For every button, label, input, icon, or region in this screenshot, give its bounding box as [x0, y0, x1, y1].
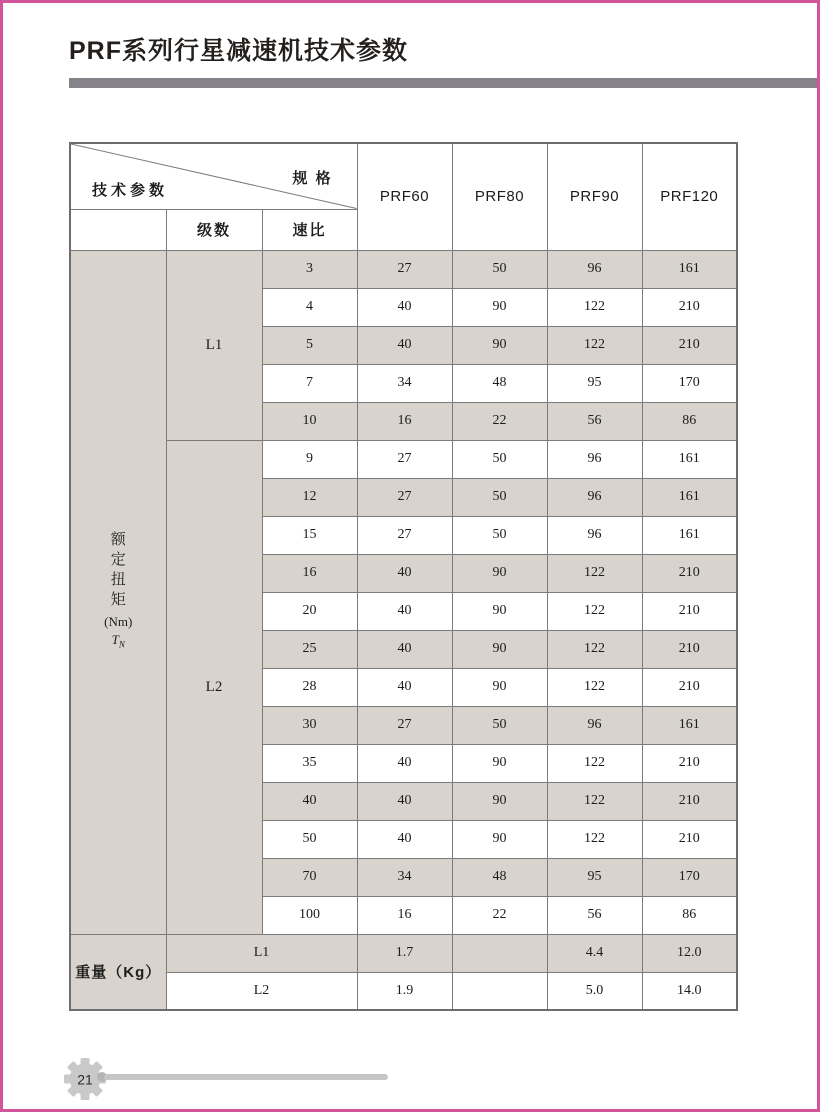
- stage-cell-l1: L1: [166, 250, 262, 440]
- value-cell-prf80: 90: [452, 554, 547, 592]
- value-cell-prf60: 34: [357, 858, 452, 896]
- value-cell-prf60: 40: [357, 554, 452, 592]
- spec-table: [69, 142, 738, 1011]
- weight-value-cell-prf90: 5.0: [547, 972, 642, 1010]
- value-cell-prf90: 122: [547, 668, 642, 706]
- ratio-cell: 25: [262, 630, 357, 668]
- ratio-cell: 15: [262, 516, 357, 554]
- value-cell-prf120: 161: [642, 516, 737, 554]
- weight-value-cell-prf60: 1.7: [357, 934, 452, 972]
- column-header-prf90: PRF90: [547, 143, 642, 250]
- torque-row-l2-9: [70, 440, 737, 478]
- ratio-cell: 3: [262, 250, 357, 288]
- title-underline-bar: [69, 78, 817, 88]
- value-cell-prf90: 96: [547, 440, 642, 478]
- weight-value-cell-prf90: 4.4: [547, 934, 642, 972]
- value-cell-prf80: 50: [452, 516, 547, 554]
- ratio-cell: 5: [262, 326, 357, 364]
- value-cell-prf80: 90: [452, 630, 547, 668]
- value-cell-prf90: 56: [547, 402, 642, 440]
- weight-row-l2: [70, 972, 737, 1010]
- ratio-cell: 35: [262, 744, 357, 782]
- value-cell-prf60: 27: [357, 440, 452, 478]
- value-cell-prf80: 90: [452, 744, 547, 782]
- table-header-row-1: [70, 143, 737, 209]
- value-cell-prf90: 122: [547, 744, 642, 782]
- ratio-cell: 20: [262, 592, 357, 630]
- weight-value-cell-prf80: [452, 972, 547, 1010]
- column-header-prf120: PRF120: [642, 143, 737, 250]
- value-cell-prf90: 96: [547, 478, 642, 516]
- value-cell-prf80: 50: [452, 706, 547, 744]
- value-cell-prf60: 40: [357, 326, 452, 364]
- value-cell-prf80: 90: [452, 592, 547, 630]
- value-cell-prf90: 95: [547, 364, 642, 402]
- torque-row-l1-3: [70, 250, 737, 288]
- stage-column-header: 级数: [166, 209, 262, 250]
- value-cell-prf80: 90: [452, 820, 547, 858]
- value-cell-prf120: 161: [642, 440, 737, 478]
- page-title: PRF系列行星减速机技术参数: [69, 37, 409, 65]
- weight-value-cell-prf80: [452, 934, 547, 972]
- page-number: 21: [77, 1071, 93, 1088]
- value-cell-prf90: 122: [547, 288, 642, 326]
- value-cell-prf120: 210: [642, 554, 737, 592]
- value-cell-prf60: 40: [357, 630, 452, 668]
- value-cell-prf80: 90: [452, 288, 547, 326]
- value-cell-prf60: 16: [357, 896, 452, 934]
- value-cell-prf90: 122: [547, 630, 642, 668]
- weight-row-l1: [70, 934, 737, 972]
- value-cell-prf90: 96: [547, 516, 642, 554]
- value-cell-prf120: 210: [642, 820, 737, 858]
- value-cell-prf120: 86: [642, 896, 737, 934]
- corner-cell: [70, 143, 357, 209]
- value-cell-prf60: 27: [357, 516, 452, 554]
- value-cell-prf80: 22: [452, 896, 547, 934]
- value-cell-prf120: 161: [642, 478, 737, 516]
- value-cell-prf120: 170: [642, 364, 737, 402]
- value-cell-prf60: 40: [357, 288, 452, 326]
- value-cell-prf120: 210: [642, 782, 737, 820]
- value-cell-prf60: 40: [357, 782, 452, 820]
- value-cell-prf120: 210: [642, 630, 737, 668]
- value-cell-prf120: 210: [642, 592, 737, 630]
- value-cell-prf60: 40: [357, 592, 452, 630]
- value-cell-prf60: 34: [357, 364, 452, 402]
- value-cell-prf90: 122: [547, 326, 642, 364]
- value-cell-prf120: 210: [642, 668, 737, 706]
- value-cell-prf60: 16: [357, 402, 452, 440]
- ratio-cell: 100: [262, 896, 357, 934]
- value-cell-prf120: 86: [642, 402, 737, 440]
- value-cell-prf60: 27: [357, 478, 452, 516]
- value-cell-prf90: 96: [547, 706, 642, 744]
- weight-value-cell-prf120: 12.0: [642, 934, 737, 972]
- value-cell-prf80: 90: [452, 782, 547, 820]
- column-header-prf60: PRF60: [357, 143, 452, 250]
- weight-stage-cell-l2: L2: [166, 972, 357, 1010]
- value-cell-prf120: 170: [642, 858, 737, 896]
- torque-row-group-label: 额 定 扭 矩 (Nm) $T_N$: [70, 250, 166, 934]
- corner-param-label: 技术参数: [92, 181, 169, 199]
- ratio-cell: 30: [262, 706, 357, 744]
- corner-spec-label: 规 格: [292, 170, 333, 187]
- ratio-cell: 70: [262, 858, 357, 896]
- ratio-cell: 40: [262, 782, 357, 820]
- value-cell-prf60: 40: [357, 744, 452, 782]
- value-cell-prf80: 50: [452, 440, 547, 478]
- value-cell-prf80: 90: [452, 668, 547, 706]
- value-cell-prf60: 27: [357, 250, 452, 288]
- value-cell-prf120: 161: [642, 706, 737, 744]
- ratio-cell: 4: [262, 288, 357, 326]
- weight-stage-cell-l1: L1: [166, 934, 357, 972]
- value-cell-prf80: 22: [452, 402, 547, 440]
- value-cell-prf120: 161: [642, 250, 737, 288]
- stage-cell-l2: L2: [166, 440, 262, 934]
- weight-value-cell-prf60: 1.9: [357, 972, 452, 1010]
- value-cell-prf90: 122: [547, 592, 642, 630]
- value-cell-prf80: 48: [452, 364, 547, 402]
- value-cell-prf90: 95: [547, 858, 642, 896]
- value-cell-prf80: 50: [452, 250, 547, 288]
- ratio-cell: 10: [262, 402, 357, 440]
- value-cell-prf120: 210: [642, 744, 737, 782]
- weight-row-group-label: 重量（Kg）: [70, 934, 166, 1010]
- value-cell-prf90: 96: [547, 250, 642, 288]
- value-cell-prf90: 122: [547, 782, 642, 820]
- ratio-cell: 28: [262, 668, 357, 706]
- value-cell-prf80: 48: [452, 858, 547, 896]
- column-header-prf80: PRF80: [452, 143, 547, 250]
- ratio-cell: 16: [262, 554, 357, 592]
- value-cell-prf60: 40: [357, 820, 452, 858]
- ratio-cell: 9: [262, 440, 357, 478]
- value-cell-prf90: 56: [547, 896, 642, 934]
- ratio-cell: 12: [262, 478, 357, 516]
- blank-header-cell: [70, 209, 166, 250]
- value-cell-prf60: 27: [357, 706, 452, 744]
- value-cell-prf120: 210: [642, 288, 737, 326]
- ratio-column-header: 速比: [262, 209, 357, 250]
- value-cell-prf90: 122: [547, 554, 642, 592]
- ratio-cell: 7: [262, 364, 357, 402]
- footer-decoration-line: [104, 1074, 388, 1080]
- weight-value-cell-prf120: 14.0: [642, 972, 737, 1010]
- value-cell-prf120: 210: [642, 326, 737, 364]
- ratio-cell: 50: [262, 820, 357, 858]
- value-cell-prf80: 50: [452, 478, 547, 516]
- value-cell-prf90: 122: [547, 820, 642, 858]
- value-cell-prf80: 90: [452, 326, 547, 364]
- value-cell-prf60: 40: [357, 668, 452, 706]
